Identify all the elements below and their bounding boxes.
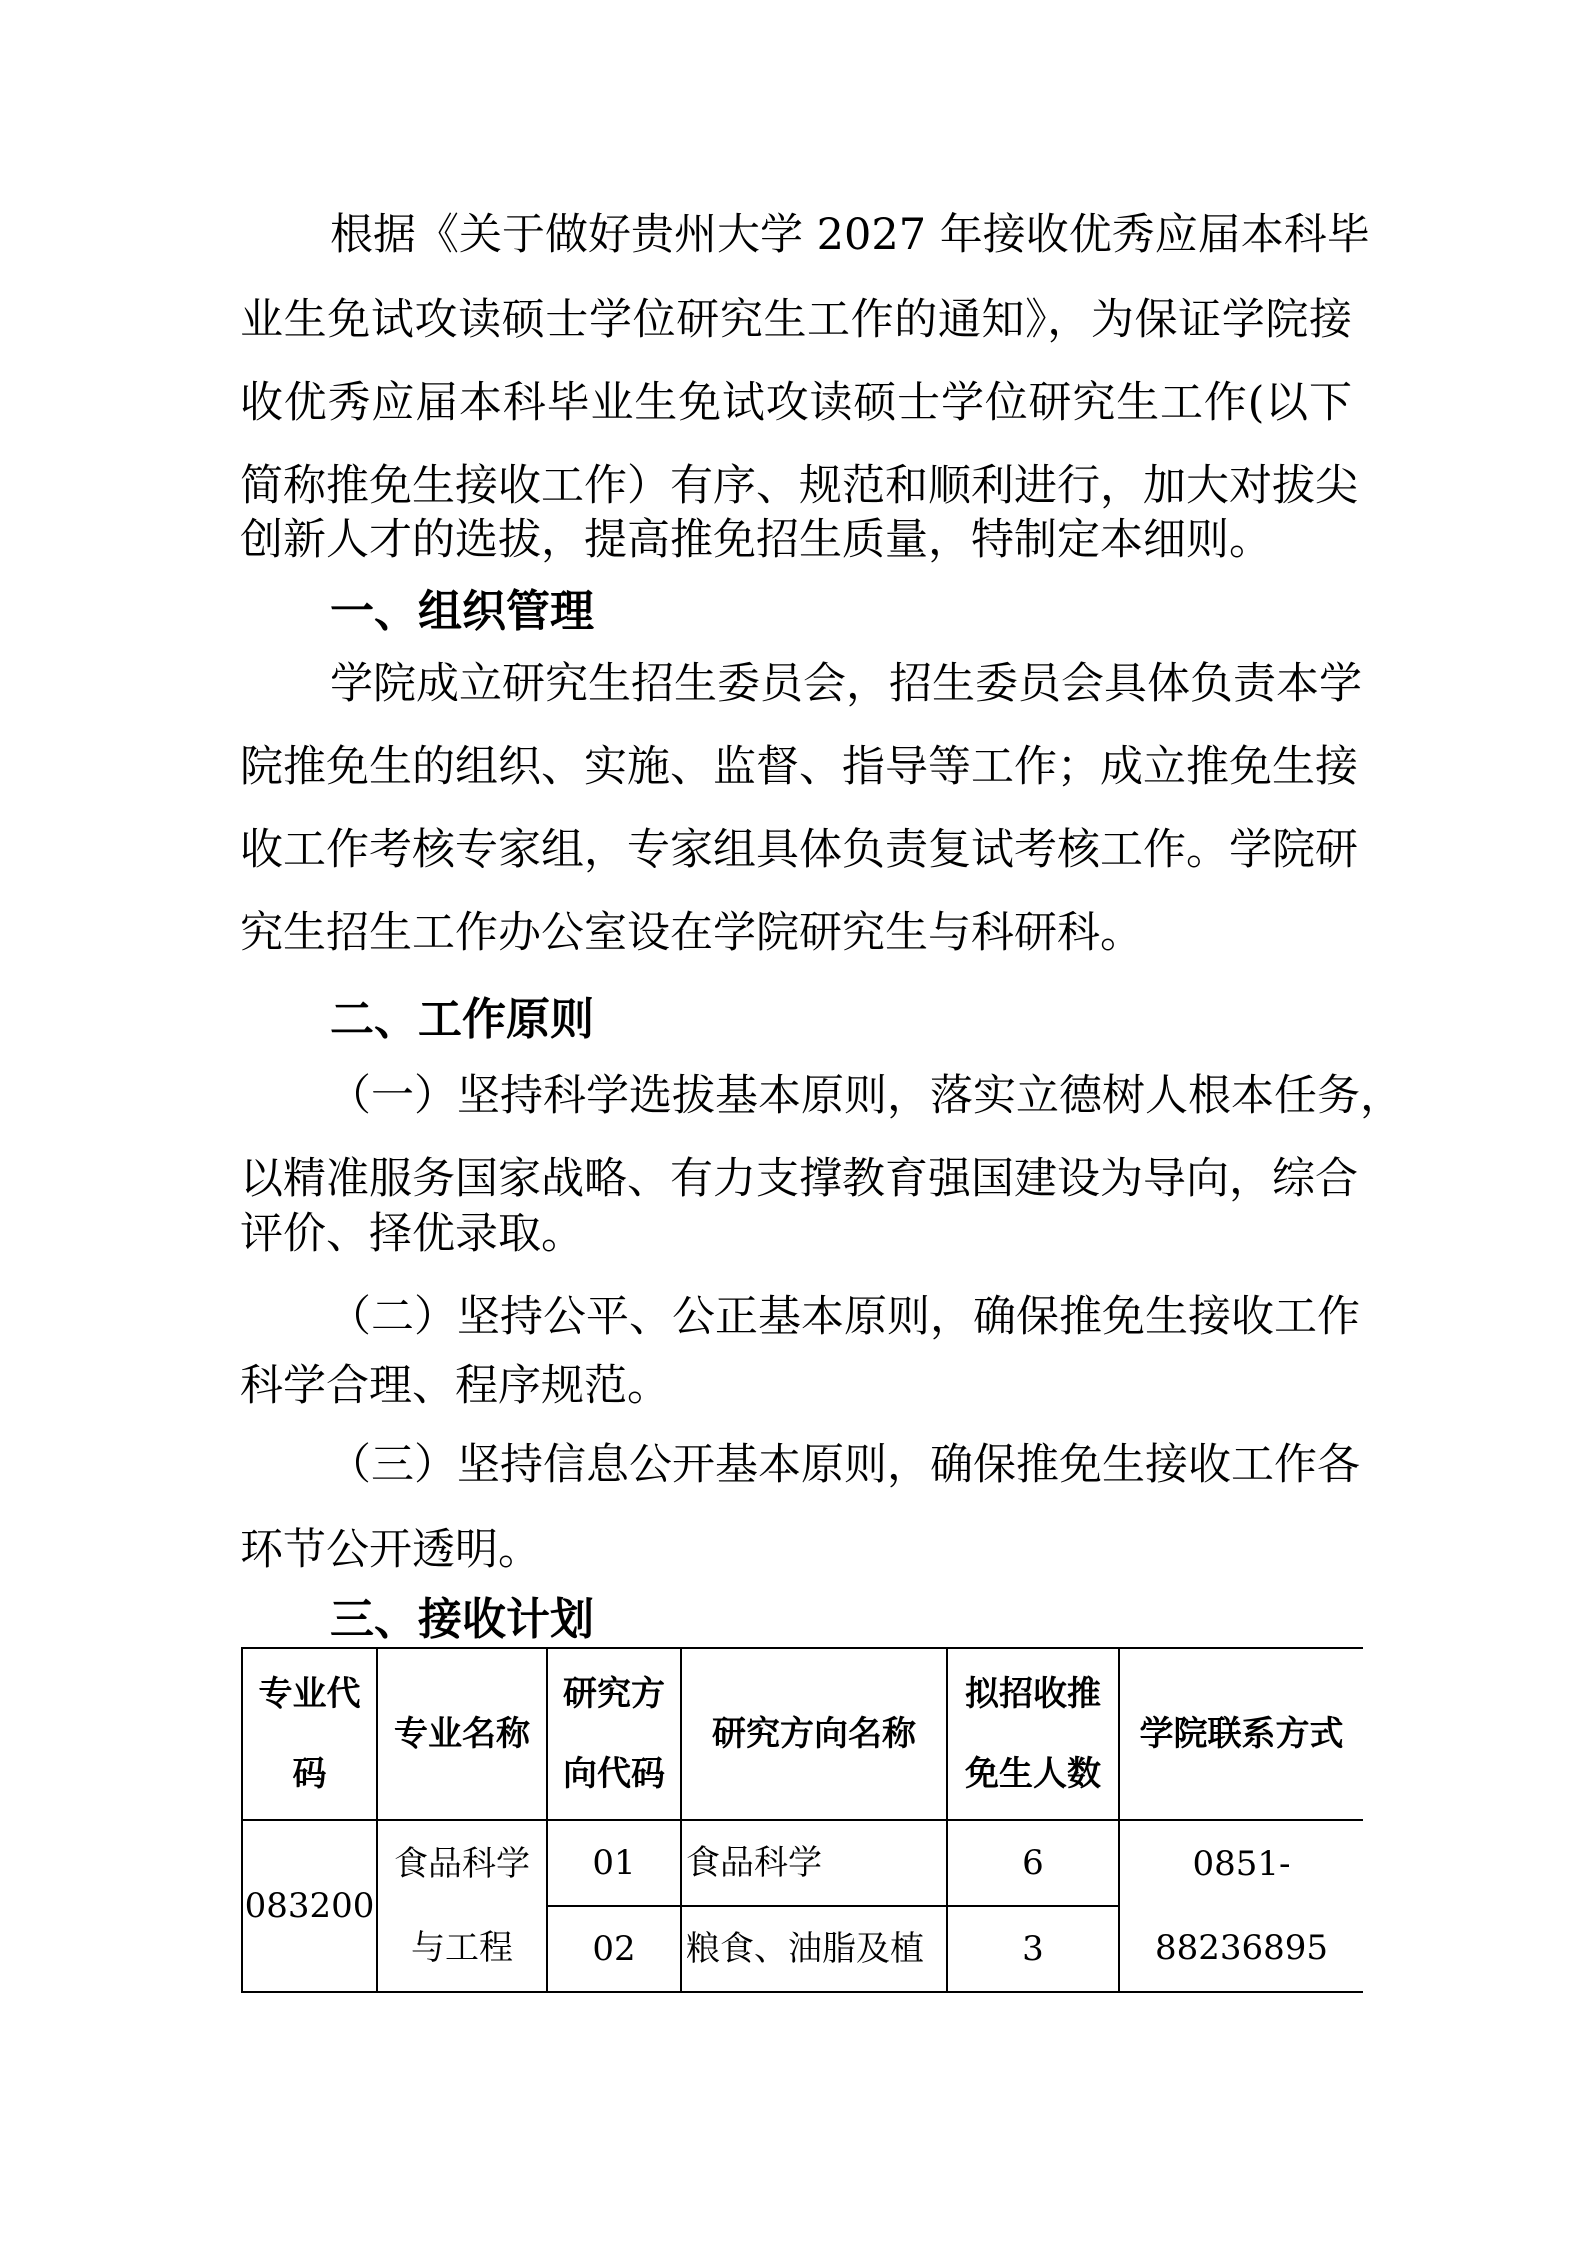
paragraph-line: 科学合理、程序规范。 <box>240 1361 670 1411</box>
cell-direction-name: 粮食、油脂及植 <box>681 1906 947 1992</box>
paragraph-line: 院推免生的组织、实施、监督、指导等工作；成立推免生接 <box>240 742 1358 792</box>
cell-direction-code: 02 <box>547 1906 681 1992</box>
cell-direction-code: 01 <box>547 1820 681 1906</box>
table-header-row <box>242 1648 1363 1820</box>
cell-direction-name: 食品科学 <box>681 1820 947 1906</box>
header-major-name: 专业名称 <box>377 1648 547 1820</box>
cell-major-code: 083200 <box>242 1820 377 1992</box>
header-planned-count: 拟招收推 免生人数 <box>947 1648 1119 1820</box>
cell-planned-count: 6 <box>947 1820 1119 1906</box>
header-direction-name: 研究方向名称 <box>681 1648 947 1820</box>
paragraph-line: 以精准服务国家战略、有力支撑教育强国建设为导向，综合 <box>240 1154 1358 1204</box>
paragraph-line: 收工作考核专家组，专家组具体负责复试考核工作。学院研 <box>240 825 1358 875</box>
intro-line: 创新人才的选拔，提高推免招生质量，特制定本细则。 <box>240 515 1272 565</box>
paragraph-line: 评价、择优录取。 <box>240 1209 584 1259</box>
cell-major-name: 食品科学 与工程 <box>377 1820 547 1992</box>
intro-line: 业生免试攻读硕士学位研究生工作的通知》，为保证学院接 <box>240 295 1352 345</box>
header-major-code: 专业代 码 <box>242 1648 377 1820</box>
section-heading: 一、组织管理 <box>330 586 594 637</box>
paragraph-line: 究生招生工作办公室设在学院研究生与科研科。 <box>240 908 1143 958</box>
paragraph-line: 学院成立研究生招生委员会，招生委员会具体负责本学 <box>330 659 1362 709</box>
cell-contact: 0851-88236895 <box>1119 1820 1363 1992</box>
paragraph-line: 环节公开透明。 <box>240 1525 541 1575</box>
header-contact: 学院联系方式 <box>1119 1648 1363 1820</box>
paragraph-line: （三）坚持信息公开基本原则，确保推免生接收工作各 <box>328 1440 1360 1490</box>
paragraph-line: （二）坚持公平、公正基本原则，确保推免生接收工作 <box>328 1292 1360 1342</box>
intro-line: 根据《关于做好贵州大学 2027 年接收优秀应届本科毕 <box>330 210 1370 260</box>
paragraph-line: （一）坚持科学选拔基本原则，落实立德树人根本任务， <box>328 1071 1403 1121</box>
table-row <box>242 1820 1363 1906</box>
intro-line: 简称推免生接收工作）有序、规范和顺利进行，加大对拔尖 <box>240 461 1358 511</box>
section-heading: 三、接收计划 <box>330 1594 594 1645</box>
cell-planned-count: 3 <box>947 1906 1119 1992</box>
admission-plan-table <box>241 1647 1363 1993</box>
header-direction-code: 研究方 向代码 <box>547 1648 681 1820</box>
section-heading: 二、工作原则 <box>330 994 594 1045</box>
intro-line: 收优秀应届本科毕业生免试攻读硕士学位研究生工作(以下 <box>240 378 1352 428</box>
